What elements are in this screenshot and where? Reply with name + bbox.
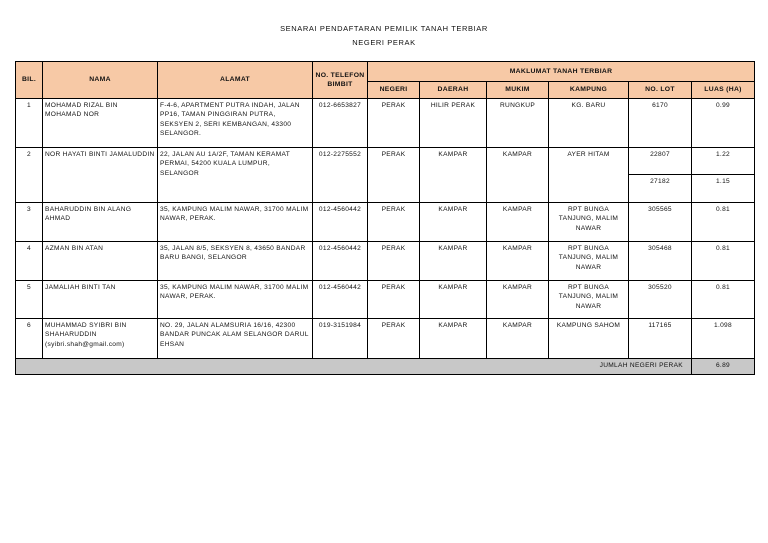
cell-bil: 3	[16, 203, 43, 242]
cell-alamat: NO. 29, JALAN ALAMSURIA 16/16, 42300 BANDAR PUNCAK ALAM SELANGOR DARUL EHSAN	[158, 319, 313, 359]
table-row	[16, 148, 755, 175]
header-bil: BIL.	[16, 62, 43, 99]
cell-negeri: PERAK	[368, 148, 420, 203]
cell-kampung: RPT BUNGA TANJUNG, MALIM NAWAR	[549, 242, 629, 281]
table-row	[16, 281, 755, 319]
cell-lot: 305565	[629, 203, 692, 242]
cell-alamat: F-4-6, APARTMENT PUTRA INDAH, JALAN PP16, TAMAN PINGGIRAN PUTRA, SEKSYEN 2, SERI KEMBANGAN, 43300 SELANGOR.	[158, 99, 313, 148]
cell-telefon: 012-2275552	[313, 148, 368, 203]
cell-luas-2: 1.15	[692, 175, 755, 203]
cell-kampung: KAMPUNG SAHOM	[549, 319, 629, 359]
table-row	[16, 242, 755, 281]
cell-bil: 1	[16, 99, 43, 148]
cell-negeri: PERAK	[368, 99, 420, 148]
cell-nama: NOR HAYATI BINTI JAMALUDDIN	[43, 148, 158, 203]
page-title: SENARAI PENDAFTARAN PEMILIK TANAH TERBIAR	[280, 24, 488, 33]
cell-mukim: KAMPAR	[487, 242, 549, 281]
cell-luas: 1.22	[692, 148, 755, 175]
cell-mukim: KAMPAR	[487, 281, 549, 319]
header-nama: NAMA	[43, 62, 158, 99]
cell-alamat: 35, KAMPUNG MALIM NAWAR, 31700 MALIM NAWAR, PERAK.	[158, 281, 313, 319]
header-mukim: MUKIM	[487, 82, 549, 99]
cell-luas: 1.098	[692, 319, 755, 359]
cell-lot: 305468	[629, 242, 692, 281]
table-row	[16, 99, 755, 148]
cell-telefon: 012-4560442	[313, 281, 368, 319]
cell-luas: 0.81	[692, 281, 755, 319]
table-row	[16, 319, 755, 359]
table-row	[16, 203, 755, 242]
header-daerah: DAERAH	[420, 82, 487, 99]
cell-negeri: PERAK	[368, 203, 420, 242]
cell-kampung: KG. BARU	[549, 99, 629, 148]
total-label: JUMLAH NEGERI PERAK	[16, 359, 692, 375]
cell-negeri: PERAK	[368, 242, 420, 281]
header-kampung: KAMPUNG	[549, 82, 629, 99]
cell-lot-2: 27182	[629, 175, 692, 203]
cell-mukim: KAMPAR	[487, 319, 549, 359]
cell-negeri: PERAK	[368, 281, 420, 319]
cell-lot: 22807	[629, 148, 692, 175]
cell-telefon: 012-4560442	[313, 203, 368, 242]
cell-luas: 0.99	[692, 99, 755, 148]
header-lot: NO. LOT	[629, 82, 692, 99]
page-subtitle: NEGERI PERAK	[352, 38, 416, 47]
cell-alamat: 22, JALAN AU 1A/2F, TAMAN KERAMAT PERMAI, 54200 KUALA LUMPUR, SELANGOR	[158, 148, 313, 203]
cell-daerah: KAMPAR	[420, 281, 487, 319]
cell-kampung: AYER HITAM	[549, 148, 629, 203]
header-maklumat: MAKLUMAT TANAH TERBIAR	[368, 62, 755, 82]
cell-alamat: 35, KAMPUNG MALIM NAWAR, 31700 MALIM NAWAR, PERAK.	[158, 203, 313, 242]
cell-kampung: RPT BUNGA TANJUNG, MALIM NAWAR	[549, 203, 629, 242]
cell-daerah: KAMPAR	[420, 242, 487, 281]
cell-luas: 0.81	[692, 242, 755, 281]
total-row	[16, 359, 755, 375]
cell-nama: MOHAMAD RIZAL BIN MOHAMAD NOR	[43, 99, 158, 148]
cell-lot: 6170	[629, 99, 692, 148]
total-value: 6.89	[692, 359, 755, 375]
cell-kampung: RPT BUNGA TANJUNG, MALIM NAWAR	[549, 281, 629, 319]
header-luas: LUAS (HA)	[692, 82, 755, 99]
cell-nama: MUHAMMAD SYIBRI BIN SHAHARUDDIN (syibri.shah@gmail.com)	[43, 319, 158, 359]
cell-telefon: 012-6653827	[313, 99, 368, 148]
header-alamat: ALAMAT	[158, 62, 313, 99]
cell-daerah: HILIR PERAK	[420, 99, 487, 148]
cell-mukim: RUNGKUP	[487, 99, 549, 148]
cell-telefon: 019-3151984	[313, 319, 368, 359]
cell-nama: BAHARUDDIN BIN ALANG AHMAD	[43, 203, 158, 242]
cell-bil: 2	[16, 148, 43, 203]
cell-lot: 117165	[629, 319, 692, 359]
cell-bil: 4	[16, 242, 43, 281]
cell-bil: 5	[16, 281, 43, 319]
cell-lot: 305520	[629, 281, 692, 319]
cell-telefon: 012-4560442	[313, 242, 368, 281]
cell-daerah: KAMPAR	[420, 319, 487, 359]
cell-mukim: KAMPAR	[487, 203, 549, 242]
cell-daerah: KAMPAR	[420, 203, 487, 242]
header-telefon: NO. TELEFON BIMBIT	[313, 62, 368, 99]
cell-negeri: PERAK	[368, 319, 420, 359]
cell-mukim: KAMPAR	[487, 148, 549, 203]
cell-nama: JAMALIAH BINTI TAN	[43, 281, 158, 319]
cell-alamat: 35, JALAN 8/5, SEKSYEN 8, 43650 BANDAR BARU BANGI, SELANGOR	[158, 242, 313, 281]
cell-luas: 0.81	[692, 203, 755, 242]
header-negeri: NEGERI	[368, 82, 420, 99]
cell-daerah: KAMPAR	[420, 148, 487, 203]
land-registry-table	[15, 61, 755, 375]
cell-bil: 6	[16, 319, 43, 359]
cell-nama: AZMAN BIN ATAN	[43, 242, 158, 281]
